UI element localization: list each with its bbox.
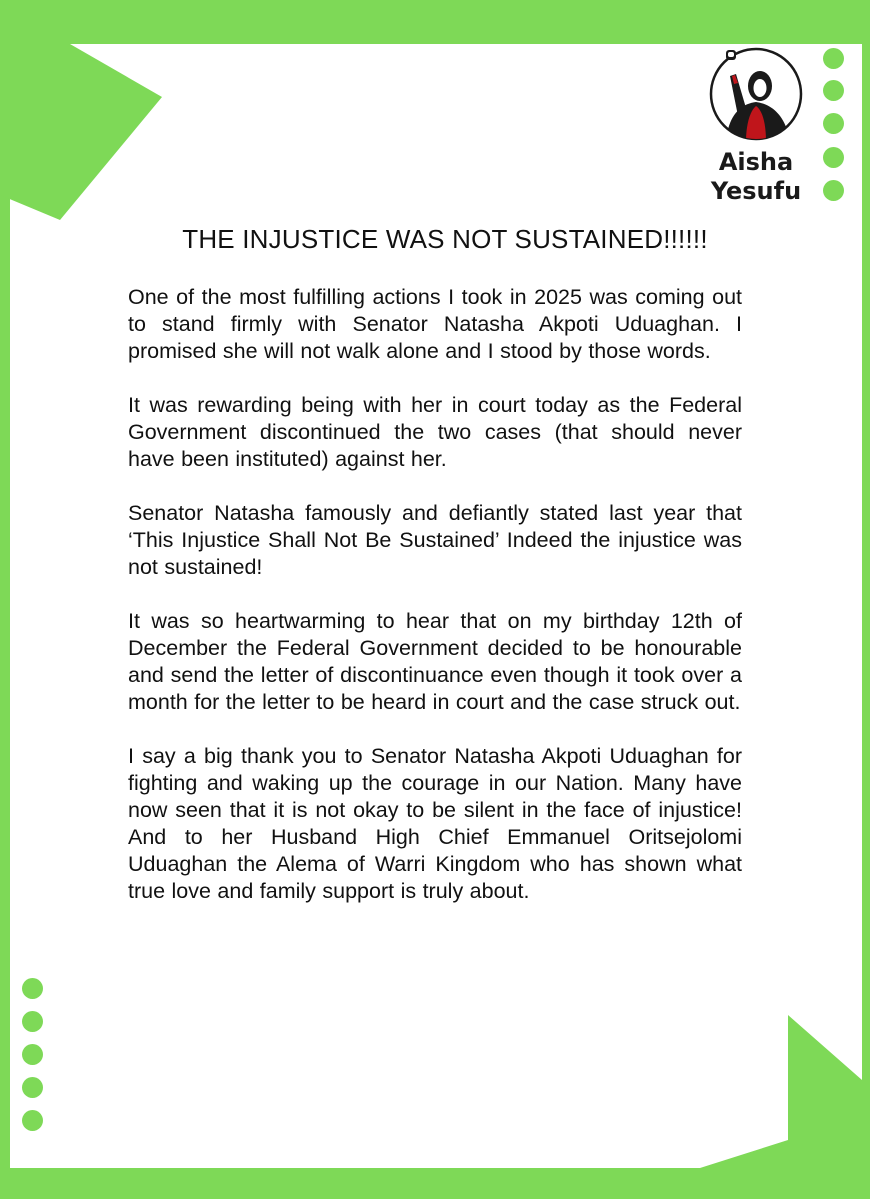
page-title: THE INJUSTICE WAS NOT SUSTAINED!!!!!! [182,224,708,254]
decor-dot [22,1110,43,1131]
decor-dot [823,80,844,101]
decor-dot [22,1044,43,1065]
decor-dot [22,1011,43,1032]
logo-name-last: Yesufu [710,177,802,205]
decor-dot [22,978,43,999]
paragraph-4: It was so heartwarming to hear that on my birthday 12th of December the Federal Government decided to be honourable and send the letter of discontinuance even though it took over a month for the letter to be heard in court and the case struck out. [128,609,742,714]
logo-name-first: Aisha [718,148,794,176]
decor-dot [22,1077,43,1098]
decor-dot [823,180,844,201]
paragraph-5: I say a big thank you to Senator Natasha Akpoti Uduaghan for fighting and waking up the courage in our Nation. Many have now seen that it is not okay to be silent in the face of injustice! And to her Husband High Chief Emmanuel Oritsejolomi Uduaghan the Alema of Warri Kingdom who has shown what true love and family support is truly about. [128,744,742,903]
aisha-yesufu-logo [706,46,806,205]
raised-fist-figure-icon [708,46,804,142]
paragraph-1: One of the most fulfilling actions I took in 2025 was coming out to stand firmly with Senator Natasha Akpoti Uduaghan. I promised she will not walk alone and I stood by those words. [128,285,742,363]
paragraph-2: It was rewarding being with her in court today as the Federal Government discontinued the two cases (that should never have been instituted) against her. [128,393,742,471]
decor-dot [823,113,844,134]
decor-dot [823,48,844,69]
decor-dot [823,147,844,168]
paragraph-3: Senator Natasha famously and defiantly stated last year that ‘This Injustice Shall Not Be Sustained’ Indeed the injustice was not sustained! [128,501,742,579]
statement-body [128,284,742,932]
bottom-right-triangle [700,1015,862,1168]
top-left-triangle [0,44,162,220]
